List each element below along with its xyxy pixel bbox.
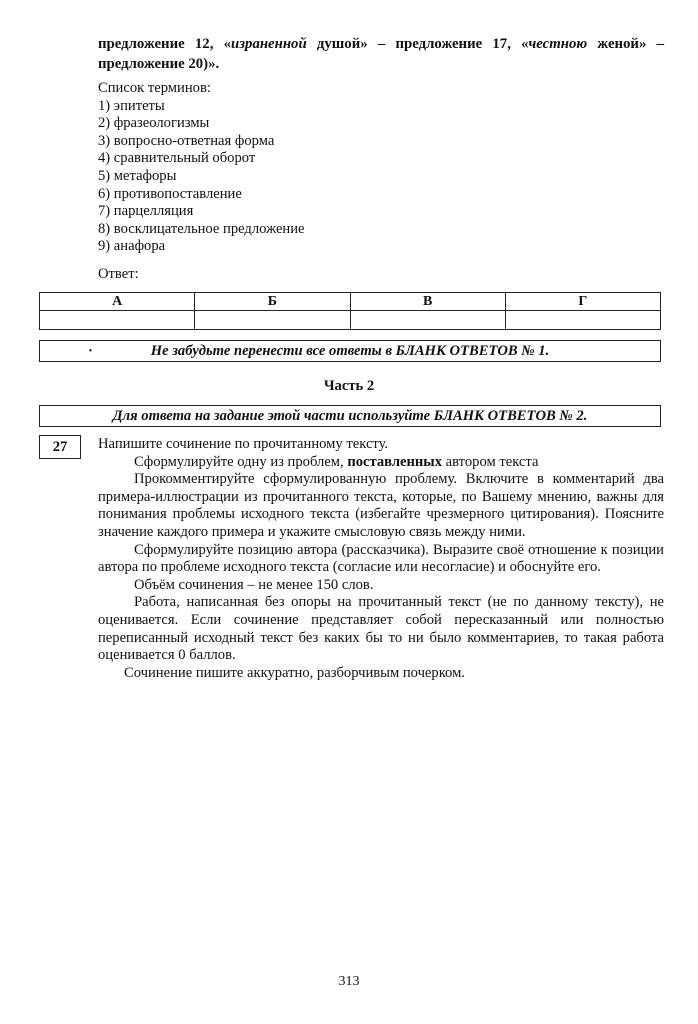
term-item: 2) фразеологизмы xyxy=(98,115,210,132)
term-item: 3) вопросно-ответная форма xyxy=(98,132,275,149)
task-paragraph: Объём сочинения – не менее 150 слов. xyxy=(134,576,374,593)
term-item: 5) метафоры xyxy=(98,167,177,184)
intro-part: душой» – предложение 17, « xyxy=(306,36,529,52)
answer-cell[interactable] xyxy=(505,311,660,330)
task-paragraph: Прокомментируйте сформулированную проблему. Включите в комментарий два примера-иллюстрации из прочитанного текста, которые, по Вашему мнению, важны для понимания проблемы исходного текста (избегайте чрезмерного цитирования). Поясните значение каждого примера и укажите смысловую связь между ними. xyxy=(98,471,664,540)
intro-italic: израненной xyxy=(231,36,307,52)
intro-italic: честною xyxy=(528,36,588,52)
part-title: Часть 2 xyxy=(323,378,375,394)
intro-part: женой» – предложение 20)». xyxy=(98,36,664,72)
answer-cell[interactable] xyxy=(40,311,195,330)
intro-text xyxy=(98,34,664,74)
task-paragraph: Сформулируйте позицию автора (рассказчика). Выразите своё отношение к позиции автора по проблеме исходного текста (согласие или несогласие) и обоснуйте его. xyxy=(98,541,664,576)
answer-label: Ответ: xyxy=(98,266,139,282)
reminder-text: Не забудьте перенести все ответы в БЛАНК ОТВЕТОВ № 1. xyxy=(150,343,550,359)
task-text-part: Сформулируйте одну из проблем, xyxy=(134,453,348,470)
term-item: 7) парцелляция xyxy=(98,203,194,220)
task-text xyxy=(98,436,664,682)
task-number-box: 27 xyxy=(39,435,81,459)
term-item: 8) восклицательное предложение xyxy=(98,220,305,237)
term-item: 9) анафора xyxy=(98,238,166,255)
terms-heading: Список терминов: xyxy=(98,80,211,96)
reminder-box-1 xyxy=(39,340,661,362)
term-item: 6) противопоставление xyxy=(98,185,242,202)
terms-list xyxy=(98,80,498,256)
bullet-dot: · xyxy=(88,343,93,359)
task-paragraph xyxy=(98,454,664,472)
task-paragraph: Работа, написанная без опоры на прочитанный текст (не по данному тексту), не оценивается. Если сочинение представляет собой пересказанный или полностью переписанный исходный текст без каких бы то ни было комментариев, то такая работа оценивается 0 баллов. xyxy=(98,594,664,664)
answer-header-row xyxy=(40,293,661,311)
answer-cell[interactable] xyxy=(350,311,505,330)
answer-column-header: А xyxy=(40,293,195,311)
term-item: 4) сравнительный оборот xyxy=(98,150,256,167)
reminder-text: Для ответа на задание этой части используйте БЛАНК ОТВЕТОВ № 2. xyxy=(112,408,588,424)
intro-part: предложение 12, « xyxy=(98,36,232,52)
task-line: Напишите сочинение по прочитанному тексту. xyxy=(98,436,389,452)
answer-table xyxy=(39,292,661,330)
task-paragraph: Сочинение пишите аккуратно, разборчивым почерком. xyxy=(124,664,465,681)
task-text-part: автором текста xyxy=(442,453,539,470)
task-text-bold: поставленных xyxy=(347,453,443,470)
answer-column-header: Б xyxy=(195,293,350,311)
answer-column-header: В xyxy=(350,293,505,311)
page-number: 313 xyxy=(338,974,360,989)
term-item: 1) эпитеты xyxy=(98,97,165,114)
reminder-box-2 xyxy=(39,405,661,427)
answer-value-row xyxy=(40,311,661,330)
answer-cell[interactable] xyxy=(195,311,350,330)
answer-column-header: Г xyxy=(505,293,660,311)
